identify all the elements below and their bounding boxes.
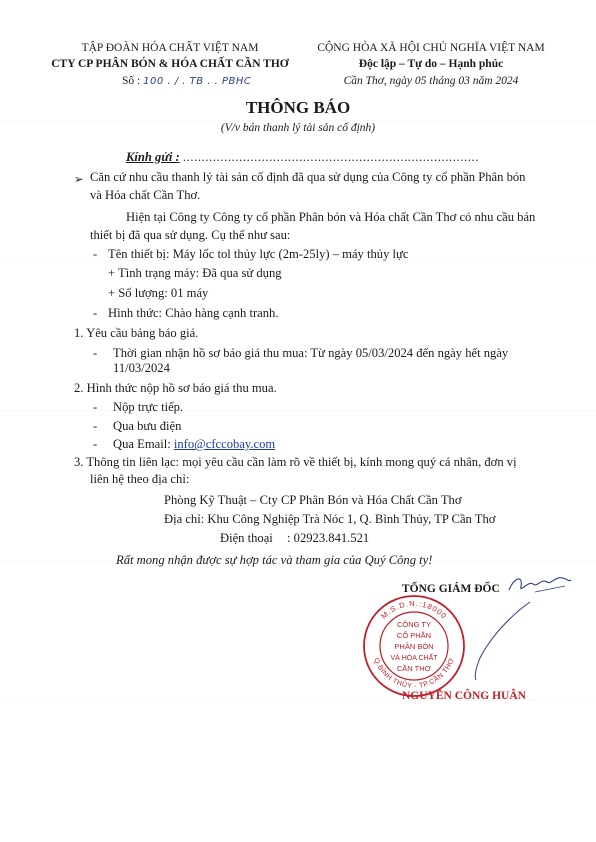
- device-quantity: + Số lượng: 01 máy: [108, 286, 209, 300]
- intro-line-1: Căn cứ nhu cầu thanh lý tài sản cố định đã qua sử dụng của Công ty cổ phần Phân bón: [90, 170, 526, 184]
- seal-ring-top: M.S.D.N.:18000: [379, 598, 449, 621]
- email-label: Qua Email:: [113, 437, 174, 451]
- org-name: TẬP ĐOÀN HÓA CHẤT VIỆT NAM: [81, 42, 259, 54]
- section-3-line-2: liên hệ theo địa chỉ:: [90, 472, 190, 486]
- page-title: THÔNG BÁO: [245, 98, 351, 117]
- motto: Độc lập – Tự do – Hạnh phúc: [358, 58, 504, 70]
- seal-line-4: VÀ HÓA CHẤT: [390, 655, 438, 662]
- sec2-dash-1: -: [93, 400, 98, 414]
- device-condition: + Tình trạng máy: Đã qua sử dụng: [108, 266, 282, 280]
- contact-phone-label: Điện thoại: [220, 531, 273, 545]
- company-name: CTY CP PHÂN BÓN & HÓA CHẤT CẦN THƠ: [51, 58, 289, 70]
- seal-line-3: PHÂN BÓN: [394, 642, 434, 651]
- nation-title: CỘNG HÒA XÃ HỘI CHỦ NGHĨA VIỆT NAM: [317, 42, 545, 54]
- document-number: [50, 72, 290, 91]
- section-3-line-1: 3. Thông tin liên lạc: mọi yêu cầu cần làm rõ về thiết bị, kính mong quý cá nhân, đơn vị: [74, 455, 517, 469]
- para-line-1: Hiện tại Công ty Công ty cổ phần Phân bón và Hóa chất Cần Thơ có nhu cầu bán: [126, 210, 536, 224]
- signatory-name: NGUYỄN CÔNG HUÂN: [402, 690, 526, 702]
- form-text: Hình thức: Chào hàng cạnh tranh.: [108, 306, 279, 320]
- salutation-label: Kính gửi :: [126, 150, 180, 164]
- signature-scribble: [505, 570, 575, 600]
- seal-ring-bottom: Q.BÌNH THỦY - TP.CẦN THƠ: [372, 657, 456, 691]
- sec2-item-2: Qua bưu điện: [113, 419, 182, 433]
- header-right: [296, 40, 566, 90]
- closing-line: Rất mong nhận được sự hợp tác và tham gia của Quý Công ty!: [116, 553, 433, 567]
- para-line-2: thiết bị đã qua sử dụng. Cụ thể như sau:: [90, 228, 291, 242]
- contact-phone: : 02923.841.521: [287, 531, 370, 545]
- email-link[interactable]: info@cfccobay.com: [173, 437, 276, 451]
- salutation-blank: ...............................................................................: [182, 150, 480, 164]
- seal-line-1: CÔNG TY: [396, 620, 432, 629]
- page-subtitle: (V/v bán thanh lý tài sản cố định): [220, 122, 376, 134]
- intro-arrow: ➢: [74, 174, 84, 186]
- issue-date: Cần Thơ, ngày 05 tháng 03 năm 2024: [343, 75, 519, 87]
- sec2-dash-3: -: [93, 437, 98, 451]
- intro-line-2: và Hóa chất Cần Thơ.: [90, 188, 201, 202]
- seal-line-2: CỔ PHẦN: [396, 631, 432, 640]
- seal-line-5: CẦN THƠ: [396, 664, 432, 673]
- contact-department: Phòng Kỹ Thuật – Cty CP Phân Bón và Hóa Chất Cần Thơ: [164, 493, 462, 507]
- sec1-item-line-2: 11/03/2024: [113, 361, 170, 375]
- sec2-item-3: [113, 437, 275, 452]
- company-seal: [360, 592, 468, 700]
- sec1-item-line-1: Thời gian nhận hồ sơ báo giá thu mua: Từ ngày 05/03/2024 đến ngày hết ngày: [113, 346, 509, 360]
- contact-address: Địa chỉ: Khu Công Nghiệp Trà Nóc 1, Q. Bình Thủy, TP Cần Thơ: [164, 512, 496, 526]
- form-dash: -: [93, 306, 98, 320]
- number-label: Số :: [122, 75, 141, 87]
- salutation: [126, 150, 479, 165]
- device-dash: -: [93, 247, 98, 261]
- number-value: 100 . / . TB . . PBHC: [143, 76, 252, 87]
- section-1-title: 1. Yêu cầu bảng báo giá.: [74, 326, 199, 340]
- header-left: [50, 40, 290, 91]
- sec2-item-1: Nộp trực tiếp.: [113, 400, 184, 414]
- device-name: Tên thiết bị: Máy lốc tol thủy lực (2m-25ly) – máy thủy lực: [108, 247, 409, 261]
- sec1-dash: -: [93, 346, 98, 360]
- section-2-title: 2. Hình thức nộp hồ sơ báo giá thu mua.: [74, 381, 277, 395]
- sec2-dash-2: -: [93, 419, 98, 433]
- signatory-title: TỔNG GIÁM ĐỐC: [402, 583, 500, 595]
